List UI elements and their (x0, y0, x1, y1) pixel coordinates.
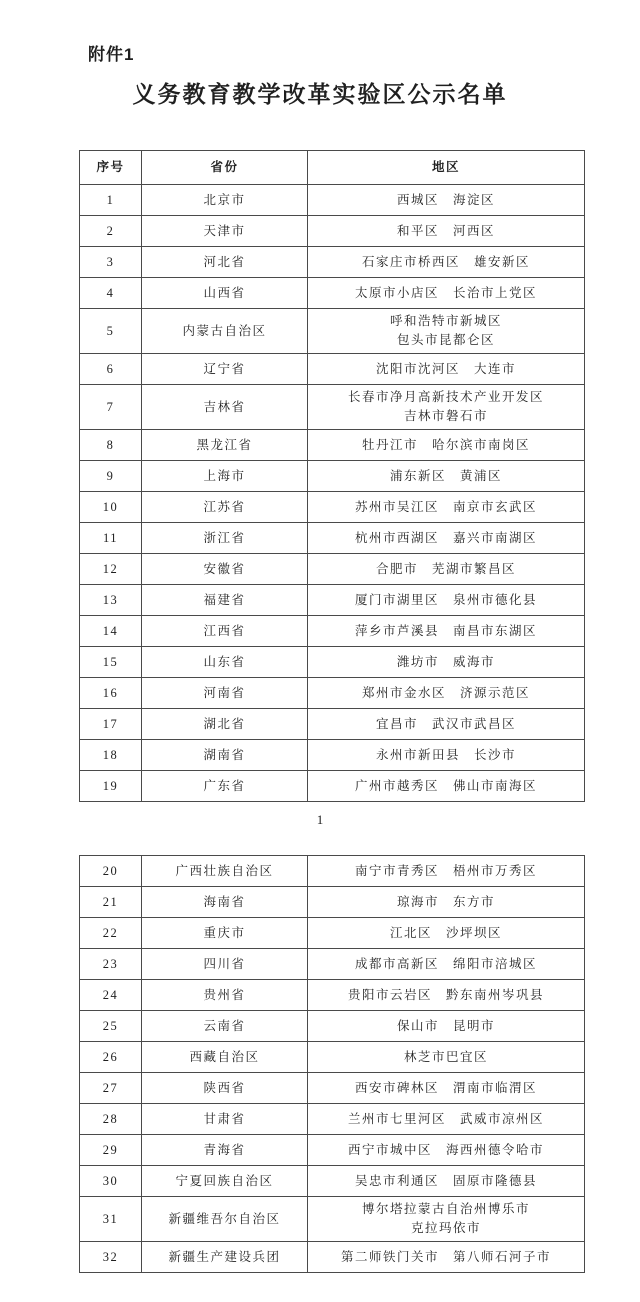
column-header-province: 省份 (142, 151, 308, 185)
cell-seq: 16 (80, 678, 142, 709)
cell-region: 沈阳市沈河区 大连市 (308, 354, 585, 385)
table-row (80, 980, 585, 1011)
cell-seq: 5 (80, 309, 142, 354)
cell-seq: 26 (80, 1042, 142, 1073)
cell-seq: 30 (80, 1166, 142, 1197)
cell-province: 江苏省 (142, 492, 308, 523)
table-row (80, 1042, 585, 1073)
cell-region: 牡丹江市 哈尔滨市南岗区 (308, 430, 585, 461)
cell-province: 内蒙古自治区 (142, 309, 308, 354)
cell-seq: 2 (80, 216, 142, 247)
cell-province: 福建省 (142, 585, 308, 616)
cell-region: 西宁市城中区 海西州德令哈市 (308, 1135, 585, 1166)
cell-seq: 8 (80, 430, 142, 461)
table-row (80, 430, 585, 461)
cell-region: 杭州市西湖区 嘉兴市南湖区 (308, 523, 585, 554)
cell-seq: 10 (80, 492, 142, 523)
cell-seq: 9 (80, 461, 142, 492)
cell-seq: 29 (80, 1135, 142, 1166)
page-title: 义务教育教学改革实验区公示名单 (132, 82, 508, 107)
cell-seq: 25 (80, 1011, 142, 1042)
cell-province: 山东省 (142, 647, 308, 678)
cell-region: 厦门市湖里区 泉州市德化县 (308, 585, 585, 616)
table-row (80, 771, 585, 802)
table-row (80, 1197, 585, 1242)
cell-province: 浙江省 (142, 523, 308, 554)
table-row (80, 918, 585, 949)
cell-province: 重庆市 (142, 918, 308, 949)
cell-region: 浦东新区 黄浦区 (308, 461, 585, 492)
cell-province: 辽宁省 (142, 354, 308, 385)
cell-seq: 15 (80, 647, 142, 678)
cell-province: 江西省 (142, 616, 308, 647)
table-row (80, 278, 585, 309)
cell-region: 兰州市七里河区 武威市凉州区 (308, 1104, 585, 1135)
cell-region: 南宁市青秀区 梧州市万秀区 (308, 856, 585, 887)
cell-province: 黑龙江省 (142, 430, 308, 461)
column-header-region: 地区 (308, 151, 585, 185)
cell-seq: 28 (80, 1104, 142, 1135)
cell-province: 山西省 (142, 278, 308, 309)
table-row (80, 740, 585, 771)
table-row (80, 554, 585, 585)
cell-seq: 1 (80, 185, 142, 216)
cell-province: 北京市 (142, 185, 308, 216)
cell-region: 郑州市金水区 济源示范区 (308, 678, 585, 709)
table-row (80, 1242, 585, 1273)
cell-seq: 19 (80, 771, 142, 802)
cell-seq: 24 (80, 980, 142, 1011)
cell-province: 新疆生产建设兵团 (142, 1242, 308, 1273)
cell-province: 天津市 (142, 216, 308, 247)
table-row (80, 1166, 585, 1197)
cell-province: 广西壮族自治区 (142, 856, 308, 887)
cell-seq: 7 (80, 385, 142, 430)
table-row (80, 185, 585, 216)
table-row (80, 1104, 585, 1135)
cell-seq: 22 (80, 918, 142, 949)
cell-province: 陕西省 (142, 1073, 308, 1104)
cell-province: 湖北省 (142, 709, 308, 740)
cell-province: 云南省 (142, 1011, 308, 1042)
page-number: 1 (316, 812, 324, 827)
cell-province: 河北省 (142, 247, 308, 278)
cell-region: 西安市碑林区 渭南市临渭区 (308, 1073, 585, 1104)
cell-region: 萍乡市芦溪县 南昌市东湖区 (308, 616, 585, 647)
cell-seq: 21 (80, 887, 142, 918)
cell-seq: 3 (80, 247, 142, 278)
cell-province: 上海市 (142, 461, 308, 492)
table-row (80, 887, 585, 918)
cell-region: 博尔塔拉蒙古自治州博乐市 克拉玛依市 (308, 1197, 585, 1242)
cell-seq: 14 (80, 616, 142, 647)
cell-region: 合肥市 芜湖市繁昌区 (308, 554, 585, 585)
experimental-zones-table-page1 (79, 150, 585, 802)
table-row (80, 385, 585, 430)
cell-region: 琼海市 东方市 (308, 887, 585, 918)
cell-seq: 20 (80, 856, 142, 887)
cell-region: 和平区 河西区 (308, 216, 585, 247)
cell-seq: 17 (80, 709, 142, 740)
cell-region: 长春市净月高新技术产业开发区 吉林市磐石市 (308, 385, 585, 430)
cell-region: 广州市越秀区 佛山市南海区 (308, 771, 585, 802)
cell-province: 安徽省 (142, 554, 308, 585)
table-body-page2 (80, 856, 585, 1273)
cell-region: 成都市高新区 绵阳市涪城区 (308, 949, 585, 980)
table-row (80, 523, 585, 554)
cell-seq: 31 (80, 1197, 142, 1242)
table-row (80, 616, 585, 647)
table-row (80, 309, 585, 354)
cell-province: 西藏自治区 (142, 1042, 308, 1073)
table-row (80, 247, 585, 278)
cell-province: 河南省 (142, 678, 308, 709)
cell-region: 江北区 沙坪坝区 (308, 918, 585, 949)
cell-region: 潍坊市 威海市 (308, 647, 585, 678)
table-row (80, 1073, 585, 1104)
table-row (80, 678, 585, 709)
table-row (80, 949, 585, 980)
table-row (80, 1011, 585, 1042)
cell-province: 青海省 (142, 1135, 308, 1166)
column-header-seq: 序号 (80, 151, 142, 185)
cell-region: 石家庄市桥西区 雄安新区 (308, 247, 585, 278)
cell-region: 西城区 海淀区 (308, 185, 585, 216)
cell-province: 湖南省 (142, 740, 308, 771)
attachment-label: 附件1 (88, 45, 135, 64)
cell-seq: 12 (80, 554, 142, 585)
table-row (80, 492, 585, 523)
table-row (80, 585, 585, 616)
cell-region: 保山市 昆明市 (308, 1011, 585, 1042)
cell-province: 宁夏回族自治区 (142, 1166, 308, 1197)
table-header-row (80, 151, 585, 185)
table-row (80, 216, 585, 247)
cell-region: 贵阳市云岩区 黔东南州岑巩县 (308, 980, 585, 1011)
cell-region: 宜昌市 武汉市武昌区 (308, 709, 585, 740)
cell-region: 太原市小店区 长治市上党区 (308, 278, 585, 309)
cell-province: 海南省 (142, 887, 308, 918)
table-body-page1 (80, 185, 585, 802)
cell-region: 吴忠市利通区 固原市隆德县 (308, 1166, 585, 1197)
cell-province: 吉林省 (142, 385, 308, 430)
cell-region: 呼和浩特市新城区 包头市昆都仑区 (308, 309, 585, 354)
cell-province: 新疆维吾尔自治区 (142, 1197, 308, 1242)
experimental-zones-table-page2 (79, 855, 585, 1273)
table-row (80, 709, 585, 740)
cell-seq: 18 (80, 740, 142, 771)
table-row (80, 647, 585, 678)
cell-seq: 4 (80, 278, 142, 309)
table-row (80, 461, 585, 492)
table-row (80, 1135, 585, 1166)
cell-province: 四川省 (142, 949, 308, 980)
cell-region: 林芝市巴宜区 (308, 1042, 585, 1073)
cell-seq: 11 (80, 523, 142, 554)
table-row (80, 856, 585, 887)
cell-seq: 23 (80, 949, 142, 980)
cell-province: 贵州省 (142, 980, 308, 1011)
cell-seq: 27 (80, 1073, 142, 1104)
cell-province: 广东省 (142, 771, 308, 802)
cell-seq: 13 (80, 585, 142, 616)
cell-region: 苏州市吴江区 南京市玄武区 (308, 492, 585, 523)
cell-seq: 6 (80, 354, 142, 385)
table-row (80, 354, 585, 385)
cell-seq: 32 (80, 1242, 142, 1273)
cell-region: 第二师铁门关市 第八师石河子市 (308, 1242, 585, 1273)
cell-region: 永州市新田县 长沙市 (308, 740, 585, 771)
cell-province: 甘肃省 (142, 1104, 308, 1135)
